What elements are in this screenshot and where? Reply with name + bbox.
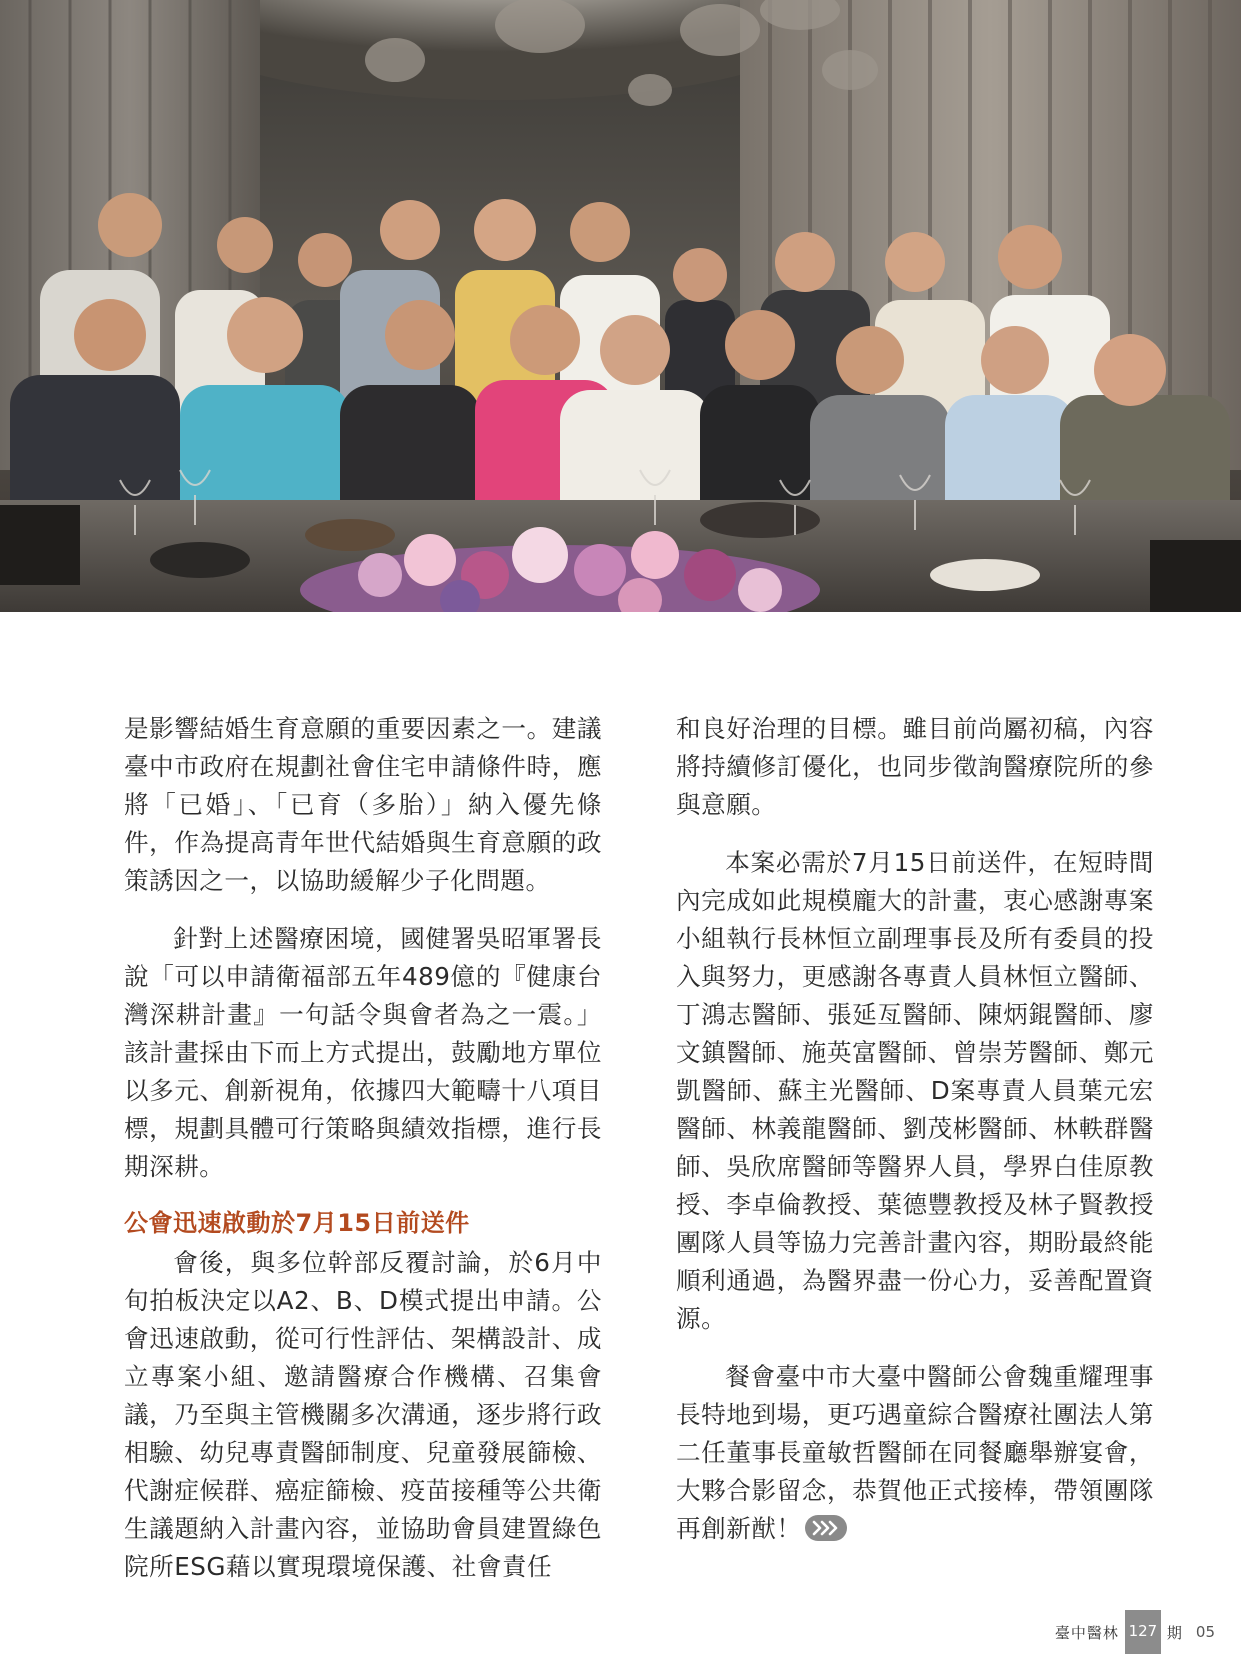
group-photo-illustration: [0, 0, 1241, 612]
continue-arrows-icon: [805, 1515, 847, 1541]
issue-suffix: 期: [1166, 1623, 1182, 1642]
group-photo: [0, 0, 1241, 612]
right-column: [676, 710, 1154, 1568]
page-number: 05: [1195, 1623, 1215, 1641]
right-paragraph-2: 本案必需於7月15日前送件，在短時間內完成如此規模龐大的計畫，衷心感謝專案小組執行長林恒立副理事長及所有委員的投入與努力，更感謝各專責人員林恒立醫師、丁鴻志醫師、張延亙醫師、陳炳錕醫師、廖文鎮醫師、施英富醫師、曾崇芳醫師、鄭元凱醫師、蘇主光醫師、D案專責人員葉元宏醫師、林義龍醫師、劉茂彬醫師、林軼群醫師、吳欣席醫師等醫界人員，學界白佳原教授、李卓倫教授、葉德豐教授及林子賢教授團隊人員等協力完善計畫內容，期盼最終能順利通過，為醫界盡一份心力，妥善配置資源。: [676, 848, 1154, 1333]
section-heading: 公會迅速啟動於7月15日前送件: [124, 1209, 470, 1237]
issue-number: 127: [1125, 1610, 1161, 1654]
right-paragraph-3: 餐會臺中市大臺中醫師公會魏重耀理事長特地到場，更巧遇童綜合醫療社團法人第二任董事長童敏哲醫師在同餐廳舉辦宴會，大夥合影留念，恭賀他正式接棒，帶領團隊再創新猷！: [676, 1362, 1154, 1543]
left-paragraph-1: 是影響結婚生育意願的重要因素之一。建議臺中市政府在規劃社會住宅申請條件時，應將「已婚」、「已育（多胎）」納入優先條件，作為提高青年世代結婚與生育意願的政策誘因之一，以協助緩解少子化問題。: [124, 714, 602, 895]
page-footer: [1055, 1610, 1241, 1654]
left-paragraph-2: 針對上述醫療困境，國健署吳昭軍署長說「可以申請衛福部五年489億的『健康台灣深耕計畫』一句話令與會者為之一震。」該計畫採由下而上方式提出，鼓勵地方單位以多元、創新視角，依據四大範疇十八項目標，規劃具體可行策略與績效指標，進行長期深耕。: [124, 924, 602, 1181]
magazine-title: 臺中醫林: [1054, 1623, 1119, 1642]
right-paragraph-3-wrapper: [676, 1358, 1154, 1548]
left-paragraph-3: 會後，與多位幹部反覆討論，於6月中旬拍板決定以A2、B、D模式提出申請。公會迅速啟動，從可行性評估、架構設計、成立專案小組、邀請醫療合作機構、召集會議，乃至與主管機關多次溝通，逐步將行政相驗、幼兒專責醫師制度、兒童發展篩檢、代謝症候群、癌症篩檢、疫苗接種等公共衛生議題納入計畫內容，並協助會員建置綠色院所ESG藉以實現環境保護、社會責任: [124, 1248, 602, 1581]
left-column: [124, 710, 602, 1606]
right-paragraph-1: 和良好治理的目標。雖目前尚屬初稿，內容將持續修訂優化，也同步徵詢醫療院所的參與意願。: [676, 714, 1154, 819]
